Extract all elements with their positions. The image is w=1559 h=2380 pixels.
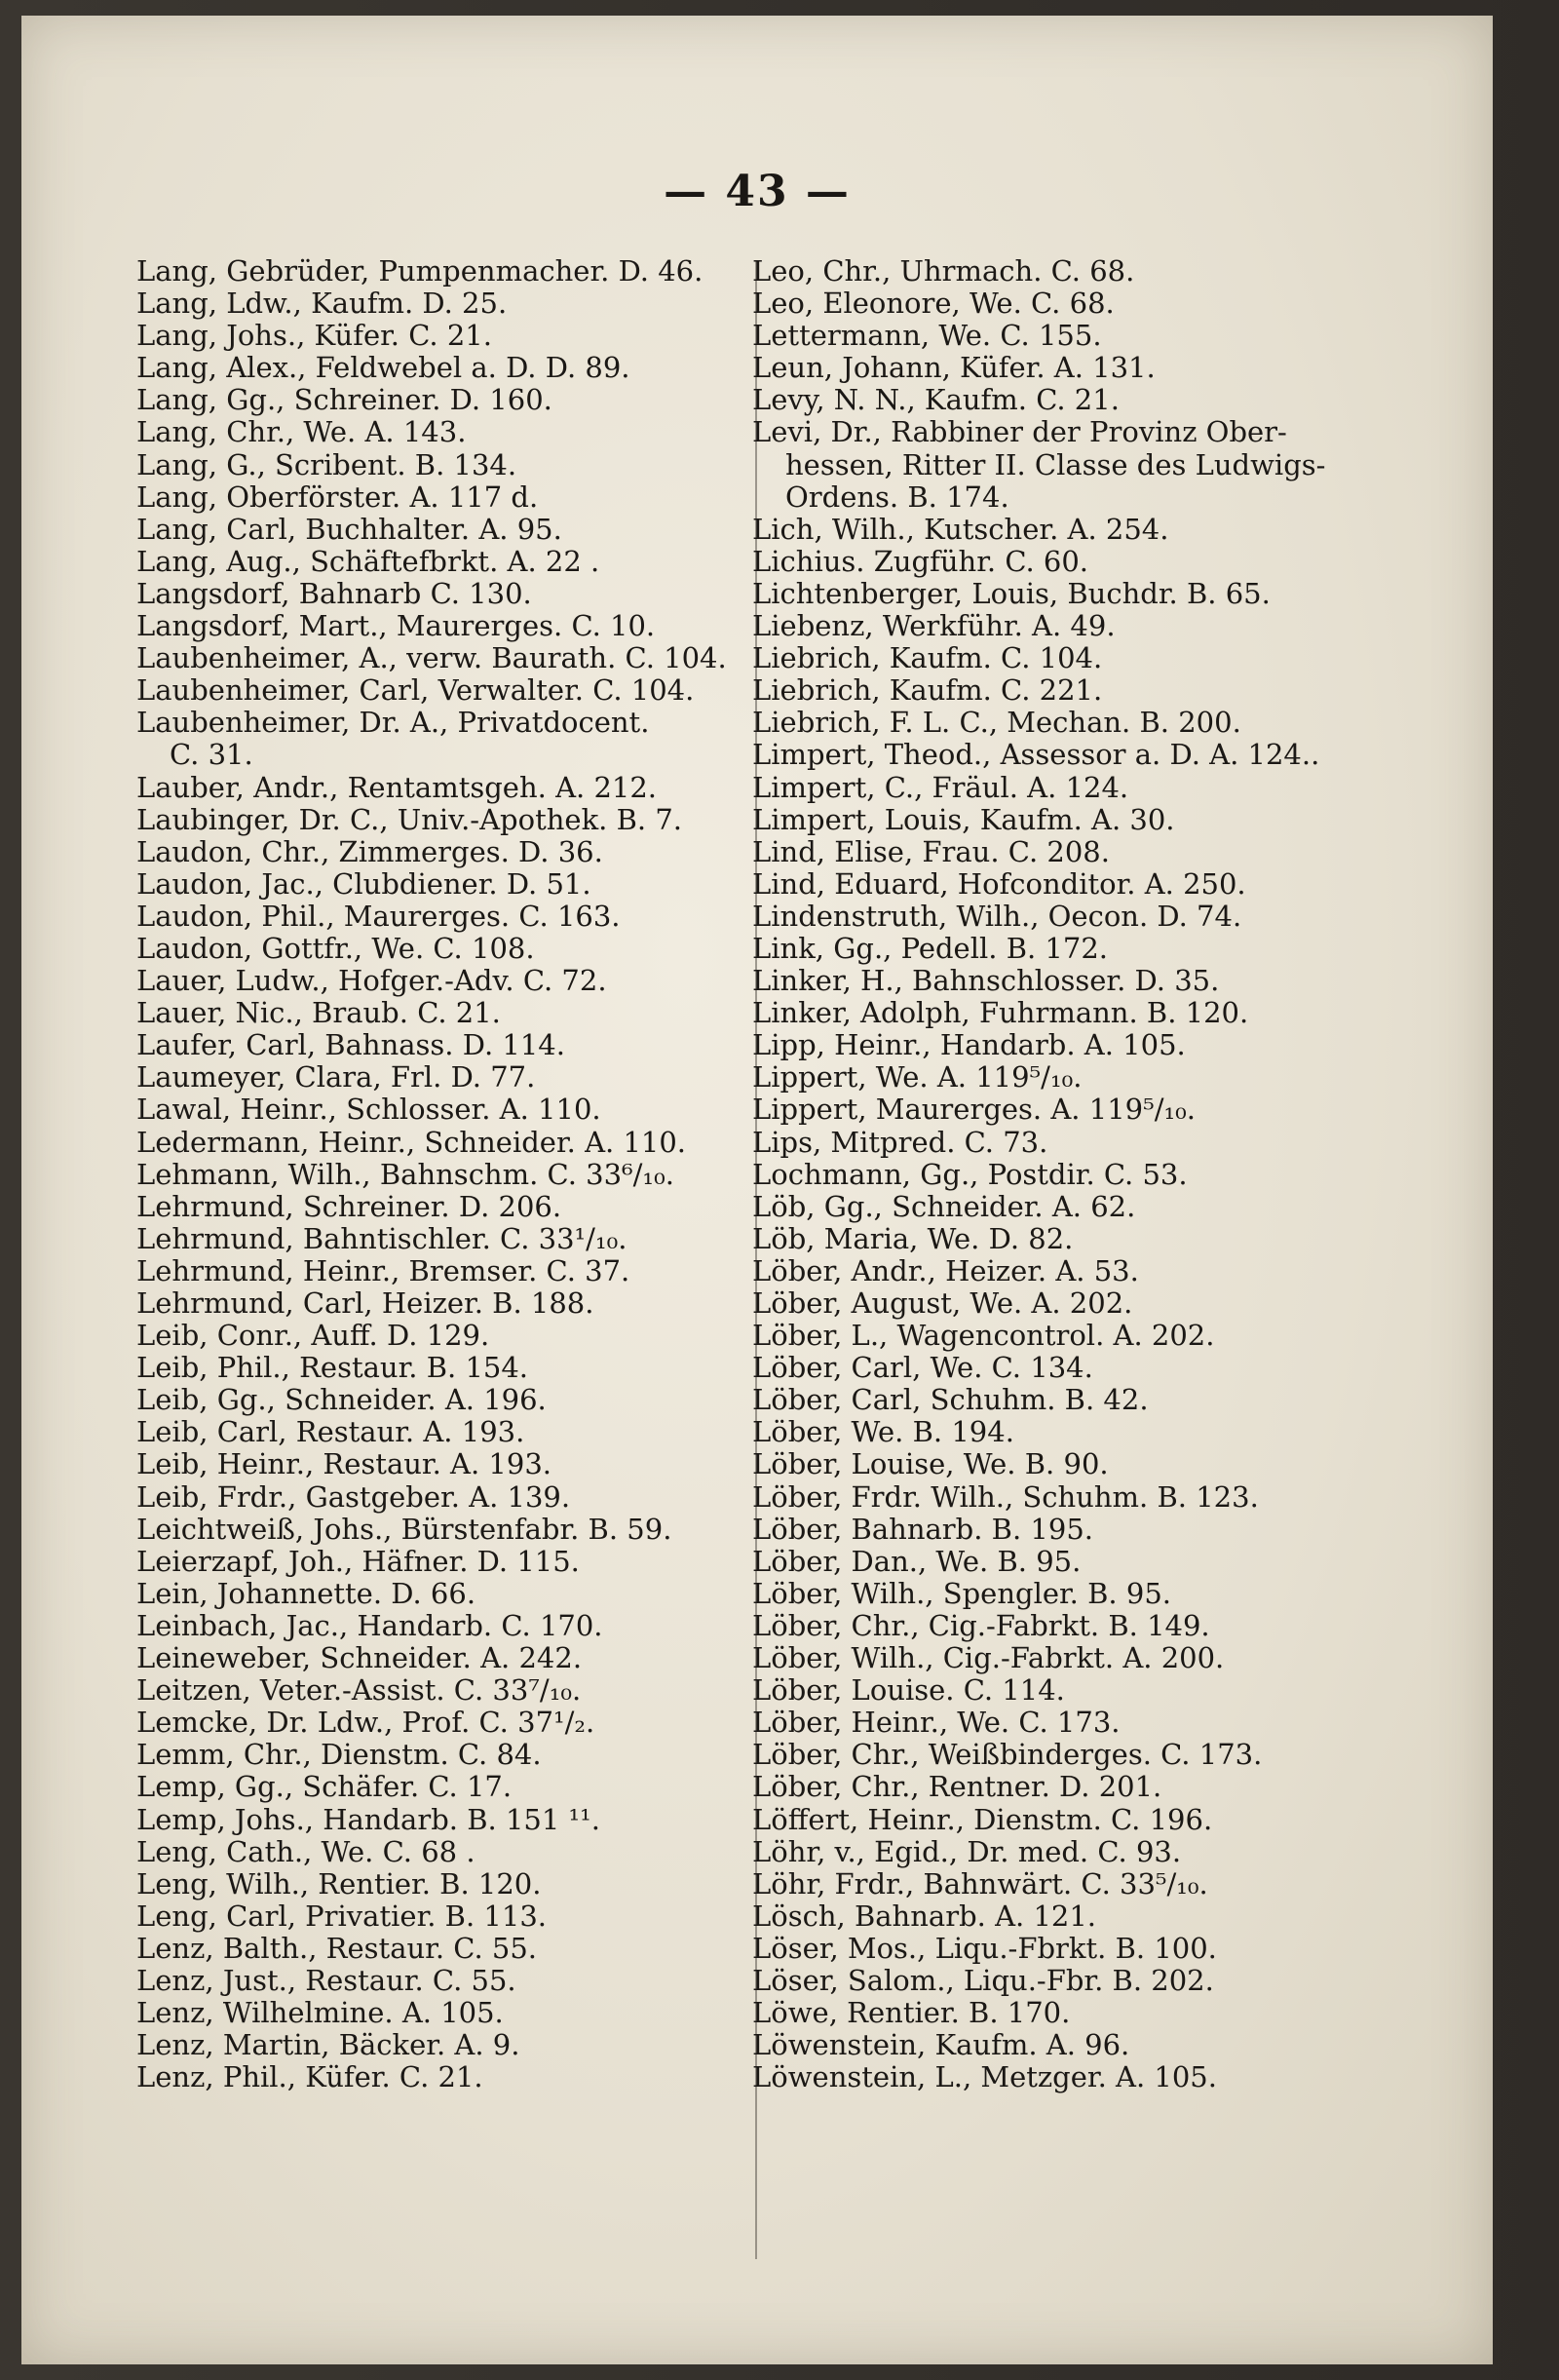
directory-entry: Löwenstein, Kaufm. A. 96. <box>752 2028 1130 2062</box>
directory-entry: Löser, Mos., Liqu.-Fbrkt. B. 100. <box>752 1931 1217 1965</box>
directory-entry: C. 31. <box>170 738 253 772</box>
directory-entry: Leib, Heinr., Restaur. A. 193. <box>136 1447 551 1481</box>
directory-entry: Leib, Carl, Restaur. A. 193. <box>136 1415 525 1449</box>
directory-entry: Löhr, v., Egid., Dr. med. C. 93. <box>752 1834 1182 1868</box>
directory-entry: Lang, Chr., We. A. 143. <box>136 415 467 449</box>
directory-entry: Limpert, Louis, Kaufm. A. 30. <box>752 802 1175 836</box>
directory-entry: Lenz, Phil., Küfer. C. 21. <box>136 2060 483 2094</box>
directory-entry: Lehrmund, Schreiner. D. 206. <box>136 1189 562 1223</box>
directory-entry: Leun, Johann, Küfer. A. 131. <box>752 351 1156 385</box>
directory-entry: Lichtenberger, Louis, Buchdr. B. 65. <box>752 576 1271 610</box>
directory-entry: Lang, Oberförster. A. 117 d. <box>136 480 539 514</box>
directory-entry: Leng, Wilh., Rentier. B. 120. <box>136 1866 542 1900</box>
directory-entry: Lind, Eduard, Hofconditor. A. 250. <box>752 866 1246 901</box>
directory-entry: Löber, Heinr., We. C. 173. <box>752 1706 1121 1740</box>
directory-entry: Lösch, Bahnarb. A. 121. <box>752 1899 1097 1933</box>
directory-entry: Lang, Aug., Schäftefbrkt. A. 22 . <box>136 544 600 578</box>
directory-entry: Löb, Gg., Schneider. A. 62. <box>752 1189 1136 1223</box>
directory-entry: Löwe, Rentier. B. 170. <box>752 1996 1071 2030</box>
directory-entry: Lehrmund, Bahntischler. C. 33¹/₁₀. <box>136 1221 627 1255</box>
directory-entry: Leng, Cath., We. C. 68 . <box>136 1834 475 1868</box>
directory-entry: Löber, Dan., We. B. 95. <box>752 1544 1082 1578</box>
directory-entry: Lind, Elise, Frau. C. 208. <box>752 834 1110 868</box>
directory-entry: Lettermann, We. C. 155. <box>752 319 1102 353</box>
directory-entry: Lauber, Andr., Rentamtsgeh. A. 212. <box>136 770 658 804</box>
directory-entry: Ordens. B. 174. <box>785 480 1009 514</box>
directory-entry: Löber, Wilh., Cig.-Fabrkt. A. 200. <box>752 1641 1225 1675</box>
directory-entry: Laumeyer, Clara, Frl. D. 77. <box>136 1060 536 1094</box>
directory-entry: Liebrich, Kaufm. C. 104. <box>752 641 1103 675</box>
directory-entry: Löber, L., Wagencontrol. A. 202. <box>752 1319 1215 1353</box>
directory-entry: Laudon, Jac., Clubdiener. D. 51. <box>136 866 591 901</box>
directory-entry: Lich, Wilh., Kutscher. A. 254. <box>752 512 1169 546</box>
directory-entry: Lenz, Just., Restaur. C. 55. <box>136 1963 516 1997</box>
left-column <box>136 254 727 2094</box>
directory-entry: Lochmann, Gg., Postdir. C. 53. <box>752 1157 1188 1191</box>
directory-entry: Lips, Mitpred. C. 73. <box>752 1125 1048 1159</box>
directory-entry: Laubenheimer, Dr. A., Privatdocent. <box>136 706 650 740</box>
directory-entry: Löber, Chr., Cig.-Fabrkt. B. 149. <box>752 1608 1210 1642</box>
directory-entry: Löber, Louise, We. B. 90. <box>752 1447 1109 1481</box>
directory-entry: Lehrmund, Heinr., Bremser. C. 37. <box>136 1253 630 1287</box>
directory-entry: Lauer, Nic., Braub. C. 21. <box>136 996 501 1030</box>
page-number: — 43 — <box>664 167 851 216</box>
directory-entry: Leinbach, Jac., Handarb. C. 170. <box>136 1608 603 1642</box>
directory-entry: Lang, Alex., Feldwebel a. D. D. 89. <box>136 351 630 385</box>
directory-entry: Lehrmund, Carl, Heizer. B. 188. <box>136 1286 594 1320</box>
directory-entry: Lauer, Ludw., Hofger.-Adv. C. 72. <box>136 964 607 998</box>
directory-entry: Löb, Maria, We. D. 82. <box>752 1221 1074 1255</box>
directory-entry: Laufer, Carl, Bahnass. D. 114. <box>136 1028 565 1062</box>
directory-entry: Leo, Chr., Uhrmach. C. 68. <box>752 254 1135 288</box>
directory-entry: Lemp, Johs., Handarb. B. 151 ¹¹. <box>136 1802 600 1836</box>
directory-entry: Ledermann, Heinr., Schneider. A. 110. <box>136 1125 687 1159</box>
directory-entry: Löber, Carl, We. C. 134. <box>752 1351 1093 1385</box>
directory-entry: Lippert, We. A. 119⁵/₁₀. <box>752 1060 1083 1094</box>
directory-entry: Link, Gg., Pedell. B. 172. <box>752 931 1109 965</box>
directory-entry: Limpert, Theod., Assessor a. D. A. 124.. <box>752 738 1320 772</box>
directory-entry: Levi, Dr., Rabbiner der Provinz Ober- <box>752 415 1287 449</box>
directory-entry: Linker, H., Bahnschlosser. D. 35. <box>752 964 1220 998</box>
directory-entry: Löber, Carl, Schuhm. B. 42. <box>752 1383 1149 1417</box>
directory-entry: Löber, Chr., Weißbinderges. C. 173. <box>752 1738 1263 1772</box>
directory-entry: Löber, Bahnarb. B. 195. <box>752 1512 1093 1546</box>
directory-entry: Löber, We. B. 194. <box>752 1415 1014 1449</box>
directory-entry: Leib, Conr., Auff. D. 129. <box>136 1319 490 1353</box>
directory-entry: Lang, Gg., Schreiner. D. 160. <box>136 383 552 417</box>
directory-entry: Liebenz, Werkführ. A. 49. <box>752 609 1116 643</box>
directory-entry: Leib, Gg., Schneider. A. 196. <box>136 1383 547 1417</box>
directory-entry: Lichius. Zugführ. C. 60. <box>752 544 1089 578</box>
directory-entry: Laudon, Gottfr., We. C. 108. <box>136 931 535 965</box>
directory-entry: Löber, Louise. C. 114. <box>752 1673 1065 1708</box>
directory-entry: hessen, Ritter II. Classe des Ludwigs- <box>785 447 1326 481</box>
directory-entry: Löber, Andr., Heizer. A. 53. <box>752 1253 1139 1287</box>
directory-entry: Liebrich, F. L. C., Mechan. B. 200. <box>752 706 1241 740</box>
directory-entry: Löhr, Frdr., Bahnwärt. C. 33⁵/₁₀. <box>752 1866 1208 1900</box>
directory-entry: Leib, Phil., Restaur. B. 154. <box>136 1351 529 1385</box>
directory-entry: Löwenstein, L., Metzger. A. 105. <box>752 2060 1217 2094</box>
directory-entry: Leib, Frdr., Gastgeber. A. 139. <box>136 1479 571 1514</box>
directory-entry: Lenz, Martin, Bäcker. A. 9. <box>136 2028 520 2062</box>
directory-entry: Löser, Salom., Liqu.-Fbr. B. 202. <box>752 1963 1214 1997</box>
directory-entry: Lemcke, Dr. Ldw., Prof. C. 37¹/₂. <box>136 1706 595 1740</box>
directory-entry: Löber, August, We. A. 202. <box>752 1286 1133 1320</box>
directory-entry: Lang, Gebrüder, Pumpenmacher. D. 46. <box>136 254 703 288</box>
directory-entry: Löber, Chr., Rentner. D. 201. <box>752 1770 1162 1804</box>
directory-entry: Langsdorf, Mart., Maurerges. C. 10. <box>136 609 656 643</box>
directory-entry: Levy, N. N., Kaufm. C. 21. <box>752 383 1120 417</box>
directory-entry: Lang, G., Scribent. B. 134. <box>136 447 517 481</box>
directory-entry: Leng, Carl, Privatier. B. 113. <box>136 1899 547 1933</box>
directory-entry: Linker, Adolph, Fuhrmann. B. 120. <box>752 996 1249 1030</box>
directory-entry: Leo, Eleonore, We. C. 68. <box>752 287 1115 321</box>
directory-entry: Lindenstruth, Wilh., Oecon. D. 74. <box>752 899 1242 933</box>
directory-entry: Lang, Ldw., Kaufm. D. 25. <box>136 287 508 321</box>
directory-entry: Lemm, Chr., Dienstm. C. 84. <box>136 1738 542 1772</box>
directory-entry: Limpert, C., Fräul. A. 124. <box>752 770 1129 804</box>
directory-entry: Lang, Johs., Küfer. C. 21. <box>136 319 492 353</box>
right-column <box>752 255 1356 2093</box>
directory-entry: Leineweber, Schneider. A. 242. <box>136 1641 583 1675</box>
directory-entry: Laubinger, Dr. C., Univ.-Apothek. B. 7. <box>136 802 682 836</box>
directory-entry: Liebrich, Kaufm. C. 221. <box>752 673 1103 708</box>
directory-entry: Lenz, Wilhelmine. A. 105. <box>136 1996 504 2030</box>
directory-entry: Lipp, Heinr., Handarb. A. 105. <box>752 1028 1186 1062</box>
directory-entry: Lein, Johannette. D. 66. <box>136 1576 476 1610</box>
directory-entry: Lenz, Balth., Restaur. C. 55. <box>136 1931 537 1965</box>
directory-entry: Löber, Wilh., Spengler. B. 95. <box>752 1576 1171 1610</box>
directory-entry: Laubenheimer, A., verw. Baurath. C. 104. <box>136 641 727 675</box>
directory-entry: Laudon, Phil., Maurerges. C. 163. <box>136 899 621 933</box>
directory-entry: Lemp, Gg., Schäfer. C. 17. <box>136 1770 513 1804</box>
directory-entry: Laudon, Chr., Zimmerges. D. 36. <box>136 834 603 868</box>
directory-entry: Laubenheimer, Carl, Verwalter. C. 104. <box>136 673 695 708</box>
directory-entry: Langsdorf, Bahnarb C. 130. <box>136 576 532 610</box>
directory-entry: Löber, Frdr. Wilh., Schuhm. B. 123. <box>752 1479 1259 1514</box>
directory-entry: Löffert, Heinr., Dienstm. C. 196. <box>752 1802 1213 1836</box>
directory-entry: Leitzen, Veter.-Assist. C. 33⁷/₁₀. <box>136 1673 582 1708</box>
directory-entry: Leierzapf, Joh., Häfner. D. 115. <box>136 1544 580 1578</box>
directory-entry: Lang, Carl, Buchhalter. A. 95. <box>136 512 562 546</box>
directory-entry: Lippert, Maurerges. A. 119⁵/₁₀. <box>752 1093 1196 1127</box>
directory-entry: Leichtweiß, Johs., Bürstenfabr. B. 59. <box>136 1512 672 1546</box>
directory-entry: Lawal, Heinr., Schlosser. A. 110. <box>136 1093 601 1127</box>
directory-entry: Lehmann, Wilh., Bahnschm. C. 33⁶/₁₀. <box>136 1157 674 1191</box>
